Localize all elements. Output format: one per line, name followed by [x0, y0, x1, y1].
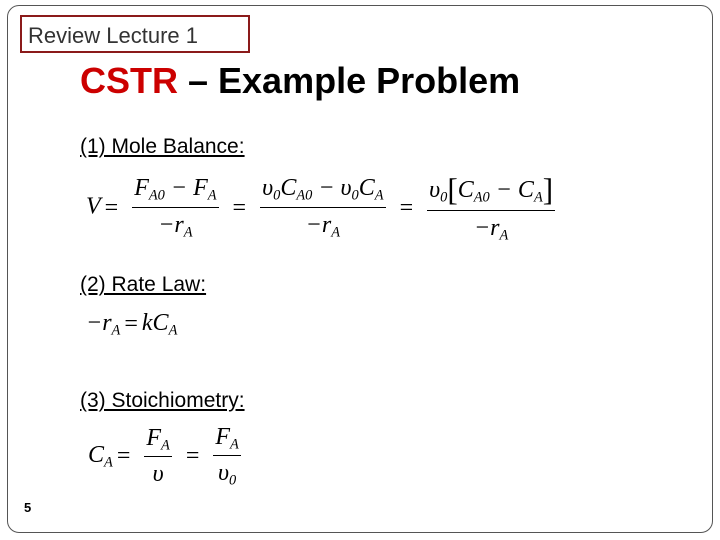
section-heading-mole-balance: (1) Mole Balance: — [80, 135, 245, 158]
title-accent: CSTR — [80, 60, 178, 101]
lecture-tag: Review Lecture 1 — [20, 15, 250, 53]
rate-law-equation: $-r_A = kC_A$ — [86, 310, 178, 339]
slide-title — [80, 60, 520, 102]
mole-balance-equation: V = $\frac{F_{A0} - F_A}{-r_A}$ = $\frac{\upsilon_0C_{A0} - \upsilon_0C_A}{-r_A}$ = $\frac{\upsilon_0[C_{A0} - C_A]}{-r_A}$ — [86, 172, 554, 244]
section-heading-stoichiometry: (3) Stoichiometry: — [80, 389, 245, 412]
title-rest: – Example Problem — [178, 60, 521, 101]
stoichiometry-equation: $C_A$ = $\frac{F_A}{\upsilon}$ = $\frac{F_A}{\upsilon_0}$ — [88, 424, 239, 489]
page-number: 5 — [24, 500, 32, 515]
section-heading-rate-law: (2) Rate Law: — [80, 273, 207, 296]
